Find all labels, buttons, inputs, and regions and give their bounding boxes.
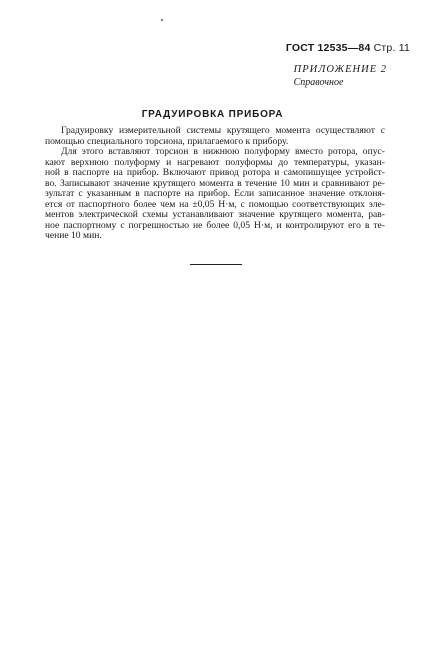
scan-speck [161, 19, 163, 21]
paragraph-1 [45, 126, 385, 147]
appendix-subtitle: Справочное [293, 77, 344, 88]
text-line: ное паспортному с погрешностью не более 0,05 Н·м, и контролируют его в те- [45, 219, 385, 231]
text-line: помощью специального торсиона, прилагаемого к прибору. [45, 135, 289, 147]
standard-number: ГОСТ 12535—84 [285, 42, 371, 54]
text-line: ной в паспорте на прибор. Включают привод ротора и самопишущее устройст- [45, 167, 385, 179]
body-text [45, 126, 385, 242]
appendix-label [294, 63, 387, 89]
page-header [286, 42, 410, 54]
text-line: во. Записывают значение крутящего момента в течение 10 мин и сравнивают ре- [45, 177, 385, 189]
text-line: Градуировку измерительной системы крутящего момента осуществляют с [61, 125, 385, 136]
text-line: ется от паспортного более чем на ±0,05 Н·м, с помощью соответствующих эле- [45, 198, 385, 210]
paragraph-2 [45, 147, 385, 242]
text-line: ментов электрической схемы устанавливают значение крутящего момента, рав- [45, 209, 385, 221]
text-line: кают верхнюю полуформу и нагревают полуформы до температуры, указан- [45, 156, 385, 168]
section-divider [190, 264, 242, 265]
text-line: зультат с указанным в паспорте на прибор. Если записанное значение отклоня- [45, 188, 385, 200]
section-title: ГРАДУИРОВКА ПРИБОРА [141, 109, 284, 120]
text-line: чение 10 мин. [45, 230, 102, 242]
text-line: Для этого вставляют торсион в нижнюю полуформу вместо ротора, опус- [61, 146, 385, 158]
page-number: Стр. 11 [373, 42, 410, 54]
appendix-title: ПРИЛОЖЕНИЕ 2 [293, 64, 387, 75]
